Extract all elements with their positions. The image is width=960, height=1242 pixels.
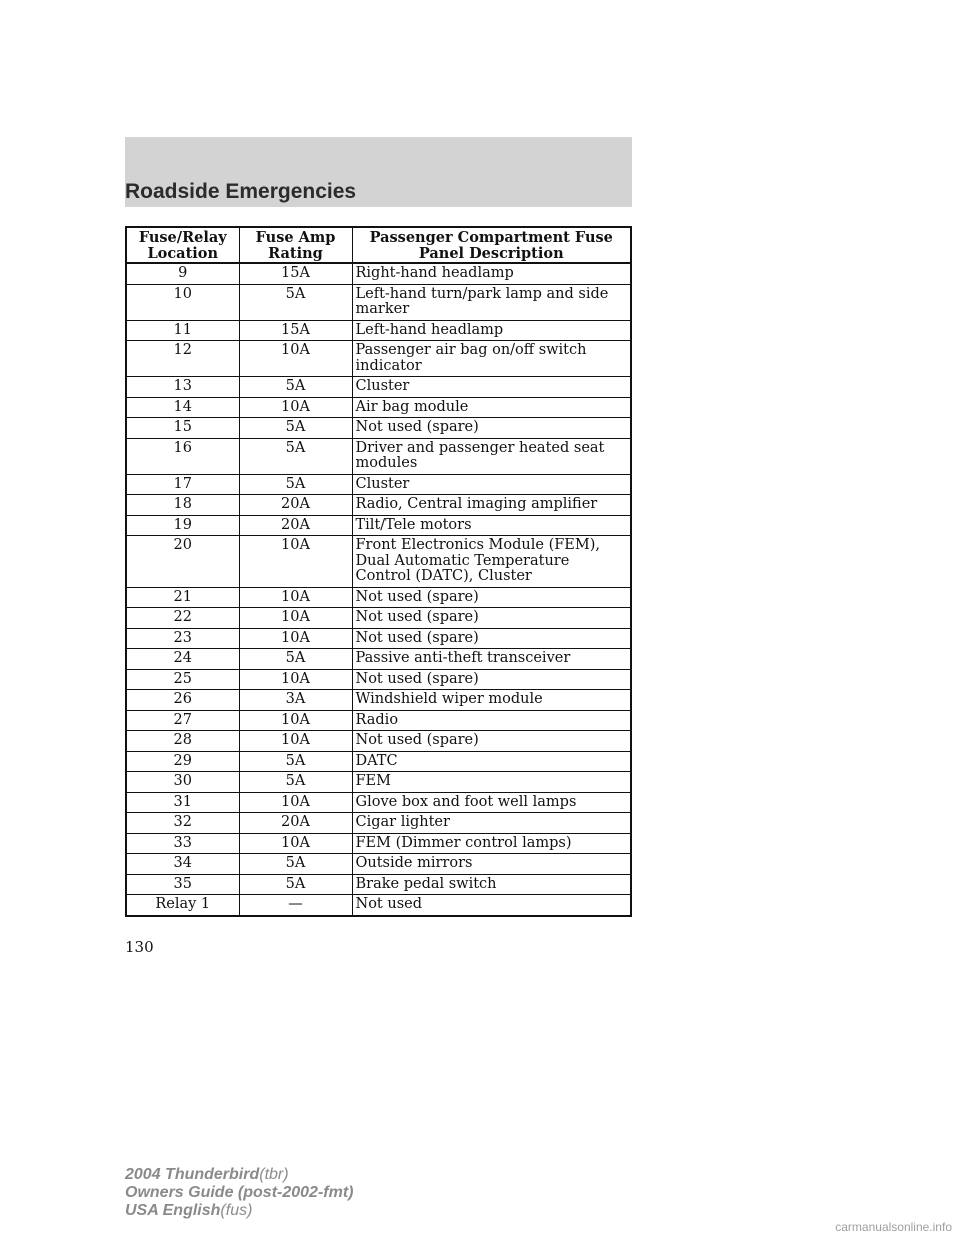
fuse-amp-cell: 10A	[239, 669, 352, 690]
fuse-amp-cell: 10A	[239, 710, 352, 731]
table-row	[126, 536, 631, 588]
header-amp-rating: Fuse Amp Rating	[239, 227, 352, 263]
fuse-amp-cell: 10A	[239, 792, 352, 813]
fuse-description-cell: Driver and passenger heated seat modules	[352, 438, 631, 474]
fuse-amp-cell: 5A	[239, 874, 352, 895]
table-row	[126, 438, 631, 474]
fuse-amp-cell: 20A	[239, 813, 352, 834]
watermark: carmanualsonline.info	[835, 1220, 952, 1234]
fuse-table	[125, 226, 632, 917]
table-row	[126, 284, 631, 320]
table-row	[126, 320, 631, 341]
fuse-description-cell: Tilt/Tele motors	[352, 515, 631, 536]
fuse-location-cell: 33	[126, 833, 239, 854]
fuse-description-cell: Not used (spare)	[352, 731, 631, 752]
fuse-description-cell: Air bag module	[352, 397, 631, 418]
fuse-location-cell: 23	[126, 628, 239, 649]
fuse-location-cell: 27	[126, 710, 239, 731]
fuse-amp-cell: 10A	[239, 397, 352, 418]
table-row	[126, 608, 631, 629]
table-row	[126, 813, 631, 834]
fuse-amp-cell: 10A	[239, 341, 352, 377]
fuse-location-cell: 28	[126, 731, 239, 752]
fuse-amp-cell: 5A	[239, 751, 352, 772]
table-header-row	[126, 227, 631, 263]
table-row	[126, 751, 631, 772]
table-body	[126, 263, 631, 916]
table-row	[126, 690, 631, 711]
fuse-amp-cell: 10A	[239, 628, 352, 649]
fuse-amp-cell: 15A	[239, 263, 352, 284]
fuse-description-cell: Passenger air bag on/off switch indicator	[352, 341, 631, 377]
fuse-amp-cell: 5A	[239, 438, 352, 474]
table-row	[126, 895, 631, 916]
table-row	[126, 649, 631, 670]
table-row	[126, 874, 631, 895]
footer-model-code: (tbr)	[259, 1166, 289, 1183]
fuse-description-cell: Not used (spare)	[352, 418, 631, 439]
fuse-description-cell: Outside mirrors	[352, 854, 631, 875]
fuse-amp-cell: 3A	[239, 690, 352, 711]
table-row	[126, 397, 631, 418]
fuse-location-cell: 31	[126, 792, 239, 813]
fuse-location-cell: 21	[126, 587, 239, 608]
fuse-description-cell: Cluster	[352, 474, 631, 495]
fuse-description-cell: Glove box and foot well lamps	[352, 792, 631, 813]
fuse-description-cell: Radio, Central imaging amplifier	[352, 495, 631, 516]
fuse-location-cell: 15	[126, 418, 239, 439]
fuse-description-cell: Not used (spare)	[352, 669, 631, 690]
table-row	[126, 377, 631, 398]
fuse-amp-cell: 10A	[239, 608, 352, 629]
fuse-amp-cell: 15A	[239, 320, 352, 341]
table-row	[126, 495, 631, 516]
fuse-amp-cell: 5A	[239, 649, 352, 670]
fuse-description-cell: Cigar lighter	[352, 813, 631, 834]
fuse-description-cell: Cluster	[352, 377, 631, 398]
fuse-location-cell: 22	[126, 608, 239, 629]
fuse-description-cell: Passive anti-theft transceiver	[352, 649, 631, 670]
table-row	[126, 418, 631, 439]
fuse-location-cell: 35	[126, 874, 239, 895]
fuse-amp-cell: 10A	[239, 536, 352, 588]
fuse-amp-cell: 10A	[239, 587, 352, 608]
footer-language: USA English	[125, 1202, 221, 1219]
fuse-description-cell: Radio	[352, 710, 631, 731]
fuse-amp-cell: 20A	[239, 495, 352, 516]
fuse-description-cell: Not used (spare)	[352, 628, 631, 649]
table-row	[126, 628, 631, 649]
table-row	[126, 792, 631, 813]
fuse-amp-cell: 5A	[239, 854, 352, 875]
fuse-location-cell: 9	[126, 263, 239, 284]
footer-guide: Owners Guide (post-2002-fmt)	[125, 1184, 354, 1201]
fuse-location-cell: 34	[126, 854, 239, 875]
fuse-description-cell: Left-hand turn/park lamp and side marker	[352, 284, 631, 320]
page-number: 130	[125, 938, 154, 956]
document-footer	[125, 1166, 353, 1220]
fuse-location-cell: Relay 1	[126, 895, 239, 916]
table-row	[126, 263, 631, 284]
table-row	[126, 854, 631, 875]
fuse-description-cell: Windshield wiper module	[352, 690, 631, 711]
fuse-description-cell: FEM (Dimmer control lamps)	[352, 833, 631, 854]
fuse-location-cell: 20	[126, 536, 239, 588]
fuse-location-cell: 32	[126, 813, 239, 834]
fuse-location-cell: 16	[126, 438, 239, 474]
footer-model: 2004 Thunderbird	[125, 1166, 260, 1183]
table-row	[126, 710, 631, 731]
table-row	[126, 587, 631, 608]
fuse-location-cell: 19	[126, 515, 239, 536]
table-row	[126, 772, 631, 793]
fuse-description-cell: DATC	[352, 751, 631, 772]
table-row	[126, 669, 631, 690]
fuse-amp-cell: 5A	[239, 474, 352, 495]
section-title: Roadside Emergencies	[125, 180, 357, 203]
footer-language-code: (fus)	[220, 1202, 253, 1219]
table-row	[126, 474, 631, 495]
fuse-amp-cell: 5A	[239, 418, 352, 439]
fuse-description-cell: Right-hand headlamp	[352, 263, 631, 284]
fuse-location-cell: 17	[126, 474, 239, 495]
fuse-description-cell: Not used (spare)	[352, 608, 631, 629]
fuse-description-cell: Brake pedal switch	[352, 874, 631, 895]
fuse-description-cell: Front Electronics Module (FEM), Dual Automatic Temperature Control (DATC), Cluster	[352, 536, 631, 588]
table-row	[126, 731, 631, 752]
fuse-description-cell: Left-hand headlamp	[352, 320, 631, 341]
fuse-description-cell: FEM	[352, 772, 631, 793]
fuse-amp-cell: —	[239, 895, 352, 916]
fuse-amp-cell: 20A	[239, 515, 352, 536]
fuse-location-cell: 12	[126, 341, 239, 377]
fuse-location-cell: 25	[126, 669, 239, 690]
table-row	[126, 833, 631, 854]
fuse-location-cell: 13	[126, 377, 239, 398]
fuse-location-cell: 26	[126, 690, 239, 711]
fuse-location-cell: 10	[126, 284, 239, 320]
fuse-location-cell: 14	[126, 397, 239, 418]
fuse-location-cell: 18	[126, 495, 239, 516]
table-row	[126, 341, 631, 377]
fuse-amp-cell: 10A	[239, 833, 352, 854]
fuse-amp-cell: 5A	[239, 284, 352, 320]
fuse-location-cell: 30	[126, 772, 239, 793]
fuse-location-cell: 29	[126, 751, 239, 772]
fuse-location-cell: 24	[126, 649, 239, 670]
fuse-description-cell: Not used	[352, 895, 631, 916]
fuse-amp-cell: 10A	[239, 731, 352, 752]
header-location: Fuse/Relay Location	[126, 227, 239, 263]
fuse-location-cell: 11	[126, 320, 239, 341]
fuse-amp-cell: 5A	[239, 772, 352, 793]
header-description: Passenger Compartment Fuse Panel Description	[352, 227, 631, 263]
fuse-amp-cell: 5A	[239, 377, 352, 398]
fuse-description-cell: Not used (spare)	[352, 587, 631, 608]
table-row	[126, 515, 631, 536]
